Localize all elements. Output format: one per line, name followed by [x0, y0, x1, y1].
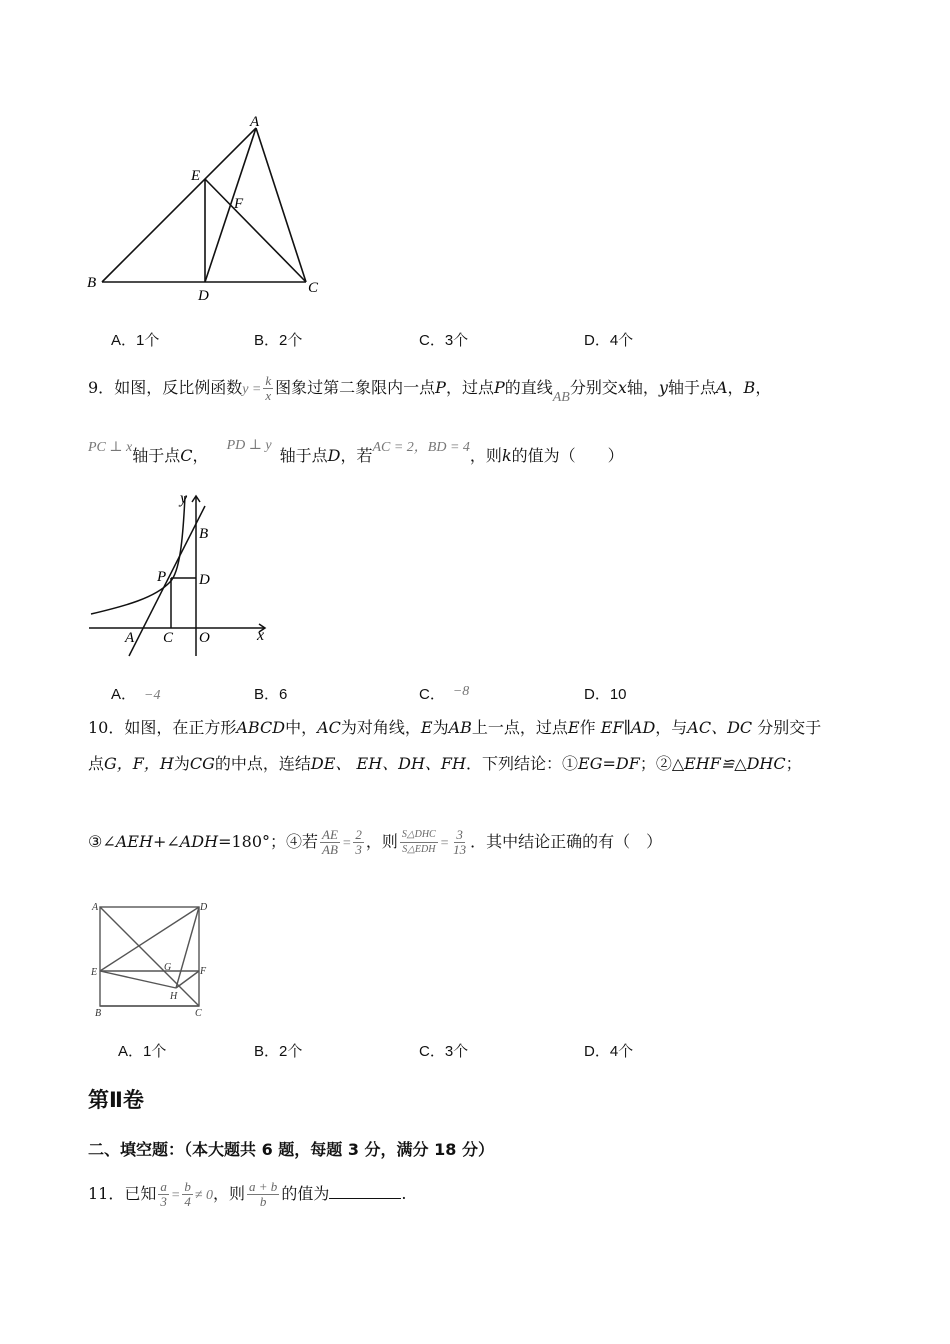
label-C: C	[195, 1008, 202, 1019]
q10-option-d: D．4个	[584, 1043, 634, 1060]
label-H: H	[170, 991, 178, 1002]
q8-option-d: D．4个	[584, 332, 634, 349]
label-B: B	[87, 275, 97, 291]
label-B: B	[199, 526, 209, 542]
q10-stem-line2: 点G，F，H为CG的中点，连结DE、 EH、DH、FH．下列结论：①EG=DF；②△EHF≌△DHC；	[88, 754, 802, 773]
label-x: x	[257, 627, 265, 644]
section-title: 第Ⅱ卷	[88, 1088, 144, 1112]
label-E: E	[91, 967, 98, 978]
label-D: D	[200, 902, 208, 913]
q10-option-b: B．2个	[254, 1043, 303, 1060]
q10-square-figure	[88, 898, 216, 1022]
q9-option-c: C． −8	[419, 684, 470, 703]
label-E: E	[191, 168, 201, 184]
label-C: C	[308, 280, 319, 296]
q8-option-a: A．1个	[111, 332, 160, 349]
label-D: D	[199, 572, 210, 588]
q8-option-b: B．2个	[254, 332, 303, 349]
label-A: A	[250, 114, 260, 130]
q9-stem-line1: 9．如图，反比例函数y = $\frac{k}{x}$ 图象过第二象限内一点P，过点P的直线AB分别交x轴，y轴于点A，B，	[88, 373, 772, 405]
q10-option-a: A．1个	[118, 1043, 167, 1060]
label-P: P	[157, 569, 167, 585]
q11-stem: 11．已知 $\frac{a}{3}$ = $\frac{b}{4}$ ≠ 0，则 $\frac{a + b}{b}$ 的值为 .	[88, 1179, 407, 1209]
q10-option-c: C．3个	[419, 1043, 469, 1060]
q10-stem-line1: 10．如图，在正方形ABCD中，AC为对角线，E为AB上一点，过点E作 EF∥AD，与AC、DC 分别交于	[88, 718, 822, 737]
label-A: A	[92, 902, 99, 913]
label-F: F	[200, 966, 207, 977]
q9-stem-line2: PC ⊥ x轴于点C，PD ⊥ y轴于点D，若AC = 2，BD = 4，则k的值为（ ）	[88, 438, 624, 465]
label-D: D	[198, 288, 209, 304]
label-G: G	[164, 962, 172, 973]
answer-blank[interactable]	[329, 1184, 401, 1199]
section-subtitle: 二、填空题：（本大题共 6 题，每题 3 分，满分 18 分）	[88, 1140, 494, 1159]
label-F: F	[234, 196, 244, 212]
q8-triangle-figure	[80, 110, 330, 310]
q9-option-a: A． −4	[111, 686, 161, 703]
q8-option-c: C．3个	[419, 332, 469, 349]
q9-option-b: B．6	[254, 686, 288, 703]
q10-stem-line3: ③∠AEH+∠ADH=180°；④若 $\frac{AE}{AB}$ = $\frac{2}{3}$ ，则 $\frac{\text{S△DHC}}{\text{S△EDH}}$ = $\frac{3}{13}$ ．其中结论正确的有（ ）	[88, 827, 663, 857]
q9-graph-figure	[85, 488, 275, 660]
label-C: C	[163, 630, 174, 646]
label-A: A	[125, 630, 135, 646]
label-O: O	[199, 630, 210, 646]
q9-option-d: D．10	[584, 686, 627, 703]
label-B: B	[95, 1008, 102, 1019]
label-y: y	[180, 490, 188, 507]
